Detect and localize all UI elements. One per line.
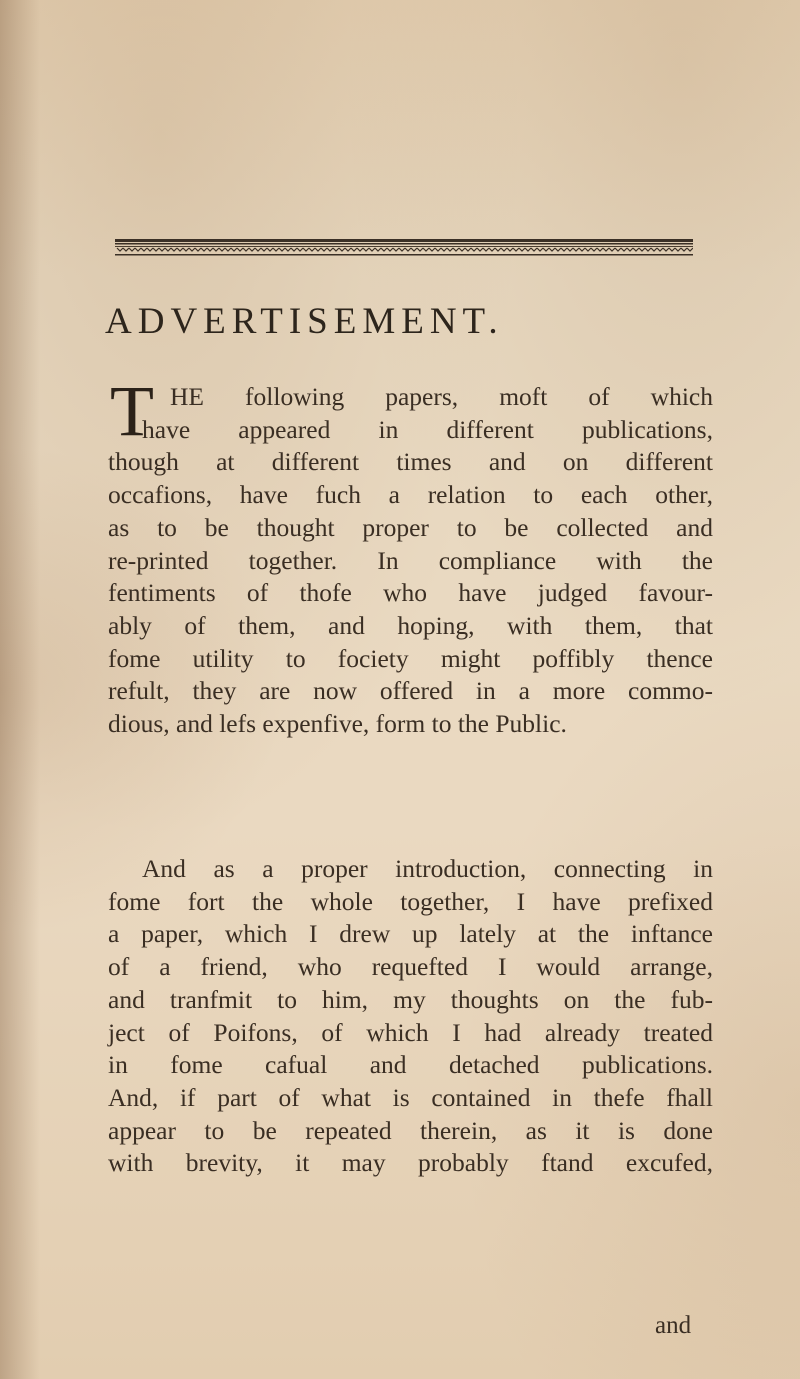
text-line: fome fort the whole together, I have prefixed [108, 886, 713, 916]
catchword: and [655, 1312, 692, 1339]
text-line: appear to be repeated therein, as it is done [108, 1115, 713, 1145]
text-line: in fome cafual and detached publications. [108, 1050, 713, 1080]
text-line: ject of Poifons, of which I had already treated [108, 1017, 713, 1047]
text-line: of a friend, who requefted I would arrange, [108, 952, 713, 982]
paragraph-2 [108, 853, 713, 1180]
text-line: And as a proper introduction, connecting in [142, 854, 713, 883]
text-line: refult, they are now offered in a more commo- [108, 676, 713, 706]
text-line: a paper, which I drew up lately at the inftance [108, 919, 713, 949]
text-line: as to be thought proper to be collected and [108, 512, 713, 542]
text-line: and tranfmit to him, my thoughts on the fub- [108, 984, 713, 1014]
text-line: dious, and lefs expenfive, form to the Public. [108, 709, 567, 739]
text-line: occafions, have fuch a relation to each other, [108, 480, 713, 510]
text-line: though at different times and on different [108, 447, 713, 477]
text-line: HE following papers, moft of which [170, 382, 713, 411]
text-line: have appeared in different publications, [142, 414, 713, 444]
text-line: And, if part of what is contained in thefe fhall [108, 1082, 713, 1112]
text-line: re-printed together. In compliance with the [108, 545, 713, 575]
page-title: ADVERTISEMENT. [105, 301, 504, 342]
text-line: fome utility to fociety might poffibly thence [108, 643, 713, 673]
text-line: ably of them, and hoping, with them, that [108, 610, 713, 640]
paragraph-1 [108, 381, 713, 741]
page-edge-shadow [0, 0, 40, 1379]
text-line: fentiments of thofe who have judged favour- [108, 578, 713, 608]
ornamental-rule [115, 237, 693, 257]
text-line: with brevity, it may probably ftand excufed, [108, 1148, 713, 1178]
drop-cap: T [110, 371, 154, 451]
